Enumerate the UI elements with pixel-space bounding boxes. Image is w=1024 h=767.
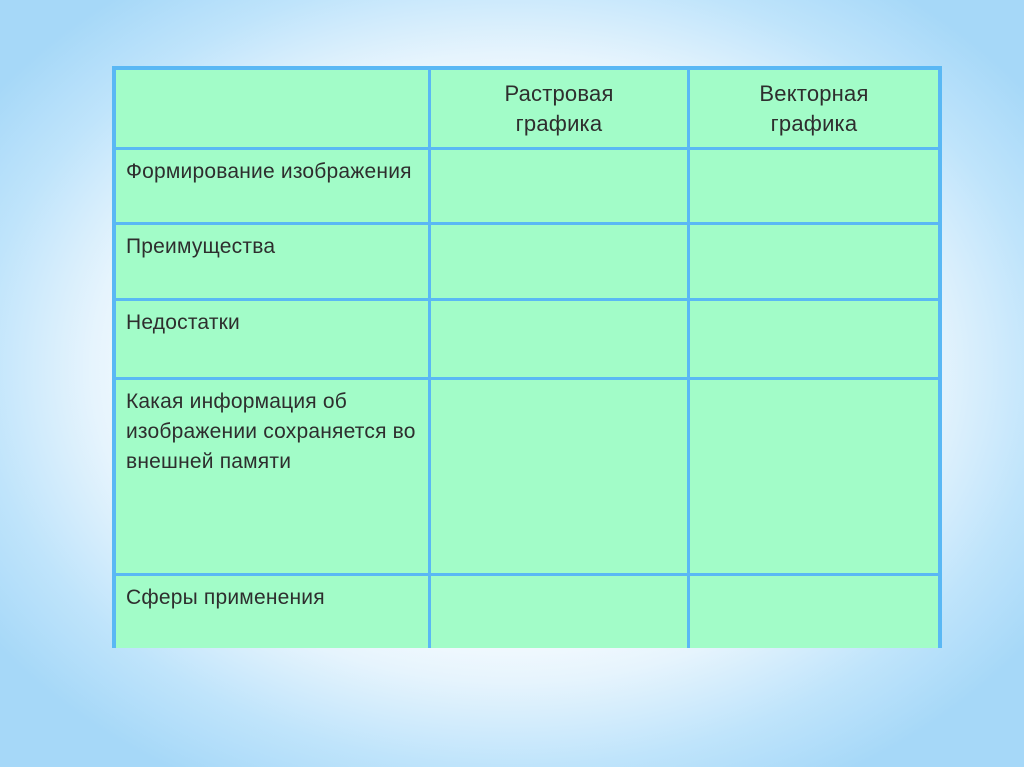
table-cell — [690, 225, 938, 298]
row-header-image-formation: Формирование изображения — [116, 150, 428, 222]
row-header-advantages: Преимущества — [116, 225, 428, 298]
table-cell — [431, 380, 687, 573]
column-header-label: Векторная графика — [759, 81, 869, 136]
row-header-stored-information: Какая информация об изображении сохраняется во внешней памяти — [116, 380, 428, 573]
table-cell — [690, 380, 938, 573]
table-cell — [431, 225, 687, 298]
table-cell — [690, 576, 938, 648]
table-cell — [431, 576, 687, 648]
table-cell — [690, 150, 938, 222]
column-header-vector — [690, 70, 938, 147]
column-header-label: Растровая графика — [504, 81, 614, 136]
table-cell — [431, 301, 687, 377]
table-cell — [431, 150, 687, 222]
table-cell — [690, 301, 938, 377]
row-header-applications: Сферы применения — [116, 576, 428, 648]
table-corner-cell — [116, 70, 428, 147]
row-header-disadvantages: Недостатки — [116, 301, 428, 377]
comparison-table — [112, 66, 942, 648]
column-header-raster — [431, 70, 687, 147]
